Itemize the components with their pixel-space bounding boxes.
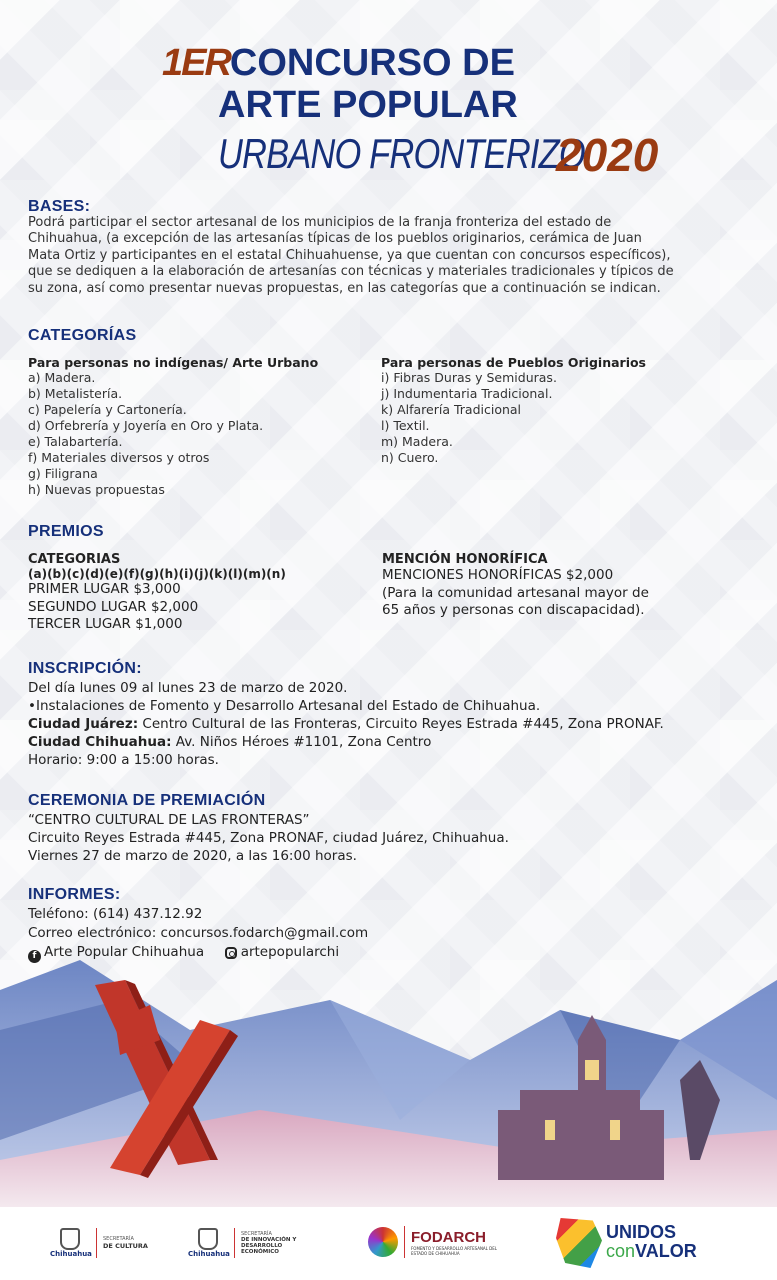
categorias-right-title: Para personas de Pueblos Originarios [381,355,647,370]
mencion-line: (Para la comunidad artesanal mayor de [382,584,649,601]
correo: Correo electrónico: concursos.fodarch@gmail.com [28,925,369,941]
list-item: i) Fibras Duras y Semiduras. [381,370,557,385]
premios-left-column [28,552,286,634]
bases-line: Podrá participar el sector artesanal de los municipios de la franja fronteriza del estado de [28,215,612,230]
logo-unidos-con-valor [556,1218,697,1268]
fodarch-subtitle: FOMENTO Y DESARROLLO ARTESANAL DEL ESTADO DE CHIHUAHUA [411,1245,498,1256]
inscripcion-chihuahua [28,733,664,751]
list-item: k) Alfarería Tradicional [381,402,522,417]
logo1-dept-small: SECRETARÍA [103,1236,134,1242]
bases-line: Mata Ortiz y participantes en el estatal Chihuahuense, ya que cuentan con concursos específicos), [28,247,671,263]
premios-heading: PREMIOS [28,523,104,540]
title-line-3 [218,129,665,181]
premios-left-title: CATEGORIAS [28,552,121,567]
shield-icon [198,1228,218,1250]
categorias-right-column [381,355,646,466]
logo-secretaria-cultura [50,1228,148,1258]
landmarks-graphic [0,960,777,1207]
title-line1-text: CONCURSO DE [229,42,515,84]
categorias-left-title: Para personas no indígenas/ Arte Urbano [28,355,319,370]
mencion-line: 65 años y personas con discapacidad). [382,602,645,618]
shield-icon [60,1228,80,1250]
ceremonia-address: Circuito Reyes Estrada #445, Zona PRONAF, ciudad Juárez, Chihuahua. [28,830,509,846]
logo2-dept: DE INNOVACIÓN Y DESARROLLO ECONÓMICO [241,1237,297,1255]
instagram-handle[interactable]: artepopularchi [240,944,340,960]
bases-text [28,215,718,297]
bases-heading: BASES: [28,198,91,215]
logo2-name: Chihuahua [188,1250,230,1258]
premio-primer: PRIMER LUGAR $3,000 [28,581,181,597]
categorias-right-list [381,370,646,466]
inscripcion-horario: Horario: 9:00 a 15:00 horas. [28,752,219,768]
scene-illustration [0,960,777,1207]
chihuahua-shield-logo [188,1228,228,1258]
list-item: e) Talabartería. [28,434,123,449]
logo-secretaria-innovacion [188,1228,321,1258]
chihuahua-map-icon [556,1218,602,1268]
logo1-dept: DE CULTURA [103,1242,148,1250]
ceremonia-text [28,811,509,865]
ceremonia-venue: “CENTRO CULTURAL DE LAS FRONTERAS” [28,812,310,828]
mencion-line: MENCIONES HONORÍFICAS $2,000 [382,567,614,583]
juarez-label: Ciudad Juárez: [28,716,139,732]
list-item: n) Cuero. [381,450,439,465]
list-item: h) Nuevas propuestas [28,482,165,497]
con-word: con [606,1241,636,1261]
logo2-dept-small: SECRETARÍA [241,1231,272,1237]
title-line-2: ARTE POPULAR [218,84,518,126]
fodarch-emblem-icon [368,1227,398,1257]
title-prefix: 1ER [162,42,230,84]
informes-text [28,905,368,963]
premio-tercer: TERCER LUGAR $1,000 [28,616,183,632]
categorias-heading: CATEGORÍAS [28,327,137,344]
bases-line: su zona, así como presentar nuevas propuestas, en las categorías que a continuación se indican. [28,280,661,296]
chihuahua-shield-logo [50,1228,90,1258]
list-item: d) Orfebrería y Joyería en Oro y Plata. [28,418,264,433]
unidos-text [606,1223,697,1263]
list-item: l) Textil. [381,418,430,433]
list-item: m) Madera. [381,434,453,449]
list-item: j) Indumentaria Tradicional. [381,386,553,401]
inscripcion-heading: INSCRIPCIÓN: [28,660,142,677]
inscripcion-juarez [28,715,664,733]
title-line3-text: URBANO FRONTERIZO [218,130,585,177]
fodarch-title: FODARCH [411,1228,486,1246]
facebook-handle[interactable]: Arte Popular Chihuahua [44,944,205,960]
categorias-left-column [28,355,318,498]
telefono: Teléfono: (614) 437.12.92 [28,906,203,922]
premio-segundo: SEGUNDO LUGAR $2,000 [28,598,199,615]
inscripcion-text [28,679,664,769]
juarez-address: Centro Cultural de las Fronteras, Circuito Reyes Estrada #445, Zona PRONAF. [138,716,664,732]
unidos-word: UNIDOS [606,1222,677,1242]
logo-fodarch [368,1226,506,1258]
inscripcion-place: •Instalaciones de Fomento y Desarrollo Artesanal del Estado de Chihuahua. [28,698,541,714]
mencion-title: MENCIÓN HONORÍFICA [382,552,548,567]
logo1-name: Chihuahua [50,1250,92,1258]
valor-word: VALOR [635,1241,697,1261]
bases-line: que se dediquen a la elaboración de artesanías con técnicas y materiales tradicionales y típicos de [28,264,674,280]
inscripcion-dates: Del día lunes 09 al lunes 23 de marzo de 2020. [28,680,348,696]
logo1-dept-wrap [103,1236,148,1250]
categorias-left-list [28,370,318,498]
title-line-1 [162,42,515,85]
facebook-icon: f [28,950,41,963]
logo2-dept-wrap [241,1231,321,1255]
premios-right-column [382,552,649,620]
title-year: 2020 [556,129,659,181]
informes-heading: INFORMES: [28,886,121,903]
bases-line: Chihuahua, (a excepción de las artesanías típicas de los pueblos originarios, cerámica de Juan [28,231,642,247]
chihuahua-address: Av. Niños Héroes #1101, Zona Centro [171,734,432,750]
list-item: a) Madera. [28,370,96,385]
ceremonia-heading: CEREMONIA DE PREMIACIÓN [28,792,266,809]
list-item: f) Materiales diversos y otros [28,450,210,465]
list-item: b) Metalistería. [28,386,123,401]
premios-codes: (a)(b)(c)(d)(e)(f)(g)(h)(i)(j)(k)(l)(m)(n) [28,567,286,581]
list-item: c) Papelería y Cartonería. [28,402,187,417]
chihuahua-label: Ciudad Chihuahua: [28,734,172,750]
list-item: g) Filigrana [28,466,98,481]
ceremonia-date: Viernes 27 de marzo de 2020, a las 16:00 horas. [28,848,357,864]
instagram-icon [225,947,237,959]
fodarch-text [411,1229,506,1256]
